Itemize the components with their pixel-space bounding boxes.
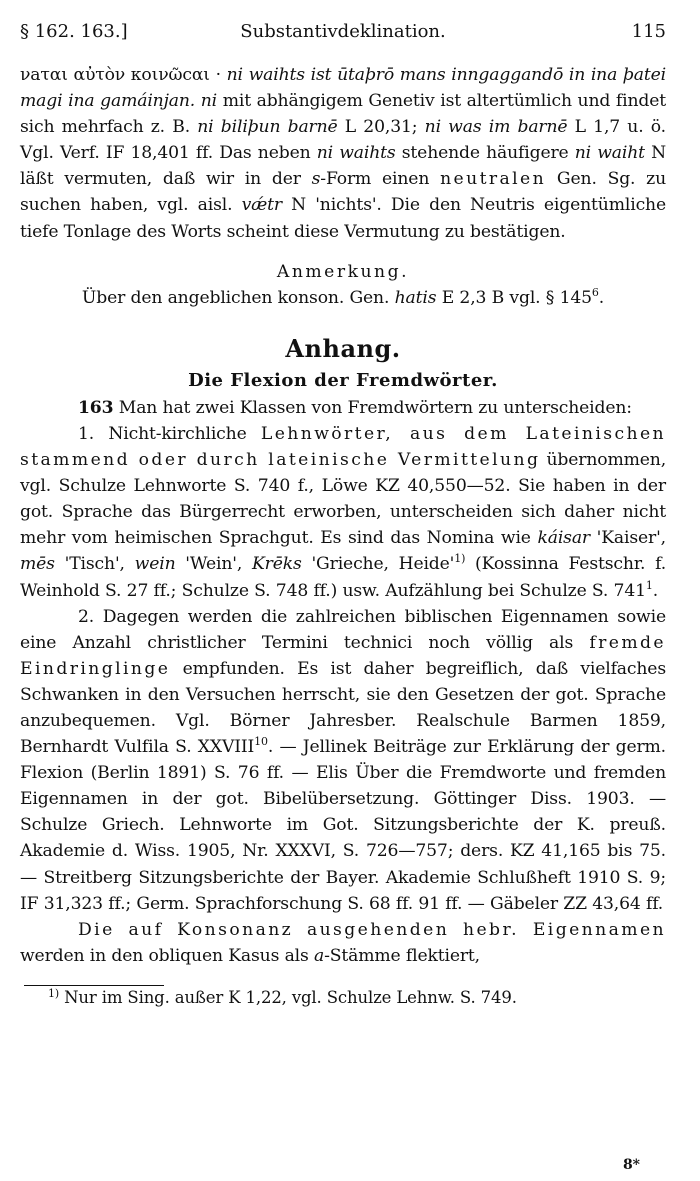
book-page (20, 20, 666, 1010)
section-163-intro: 163 Man hat zwei Klassen von Fremdwörtern zu unterscheiden: (78, 397, 632, 418)
anmerkung-text: Über den angeblichen konson. Gen. hatis E 2,3 B vgl. § $145^6$. (81, 285, 605, 308)
section-reference: § 162. 163.] (20, 21, 128, 42)
list-item-2: 2. Dagegen werden die zahlreichen biblischen Eigennamen sowie eine Anzahl christlicher Termini technici noch völlig als fremde Eindringlinge empfunden. Es ist daher begreiflich, daß vielfaches Schwanken in den Versuchen herrscht, sie den Gesetzen der got. Sprache anzubequemen. Vgl. Börner Jahresber. Realschule Barmen 1859, Bernhardt Vulfila S. XXVIII$^{10}$. — Jellinek Beiträge zur Erklärung der germ. Flexion (Berlin 1891) S. 76 ff. — Elis Über die Fremdworte und fremden Eigennamen in der got. Bibelübersetzung. Göttinger Diss. 1903. — Schulze Griech. Lehnworte im Got. Sitzungsberichte der K. preuß. Akademie d. Wiss. 1905, Nr. XXXVI, S. 726—757; ders. KZ 41,165 bis 75. — Streitberg Sitzungsberichte der Bayer. Akademie Schlußheft 1910 S. 9; IF 31,323 ff.; Germ. Sprachforschung S. 68 ff. 91 ff. — Gäbeler ZZ 43,64 ff. (20, 606, 666, 914)
page-number: 115 (631, 21, 666, 42)
signature-mark: 8* (622, 1157, 640, 1173)
footnote: $^{1)}$ Nur im Sing. außer K 1,22, vgl. Schulze Lehnw. S. 749. (48, 986, 517, 1007)
page-body (20, 62, 666, 1010)
list-item-1: 1. Nicht-kirchliche Lehnwörter, aus dem Lateinischen stammend oder durch lateinische Vermittelung übernommen, vgl. Schulze Lehnworte S. 740 f., Löwe KZ 40,550—52. Sie haben in der got. Sprache das Bürgerrecht erworben, unterscheiden sich daher nicht mehr vom heimischen Sprachgut. Es sind das Nomina wie káisar 'Kaiser', mēs 'Tisch', wein 'Wein', Krēks 'Grieche, $Heide'^{1)}$ (Kossinna Festschr. f. Weinhold S. 27 ff.; Schulze S. 748 ff.) usw. Aufzählung bei Schulze S. $741^1$. (20, 423, 667, 601)
gothic-quote: ni waihts ist ūtaþrō mans inngaggandō in ina þatei magi ina gamáinjan. (20, 65, 666, 112)
final-paragraph: Die auf Konsonanz ausgehenden hebr. Eigennamen werden in den obliquen Kasus als a-Stämme flektiert, (20, 919, 666, 966)
anmerkung-heading: Anmerkung. (276, 261, 410, 282)
footnote-reference: 1) (454, 552, 466, 566)
anhang-subheading: Die Flexion der Fremdwörter. (188, 369, 498, 391)
paragraph-continuation: νaται αὐτὸν κοινῶcαι · ni waihts ist ūtaþrō mans inngaggandō in ina þatei magi ina gamáinjan. ni mit abhängigem Genetiv ist altertümlich und findet sich mehrfach z. B. ni biliþun barnē L 20,31; ni was im barnē L 1,7 u. ö. Vgl. Verf. IF 18,401 ff. Das neben ni waihts stehende häufigere ni waiht N läßt vermuten, daß wir in der s-Form einen neutralen Gen. Sg. zu suchen haben, vgl. aisl. vǽtr N 'nichts'. Die den Neutris eigentümliche tiefe Tonlage des Worts scheint diese Vermutung zu bestätigen. (20, 65, 667, 242)
running-header (20, 20, 666, 46)
section-number: 163 (78, 397, 114, 418)
anhang-heading: Anhang. (285, 333, 401, 363)
running-title: Substantivdeklination. (240, 21, 446, 42)
footnote-marker: 1) (48, 986, 59, 1000)
greek-quote: νaται αὐτὸν κοινῶcαι (20, 65, 210, 85)
